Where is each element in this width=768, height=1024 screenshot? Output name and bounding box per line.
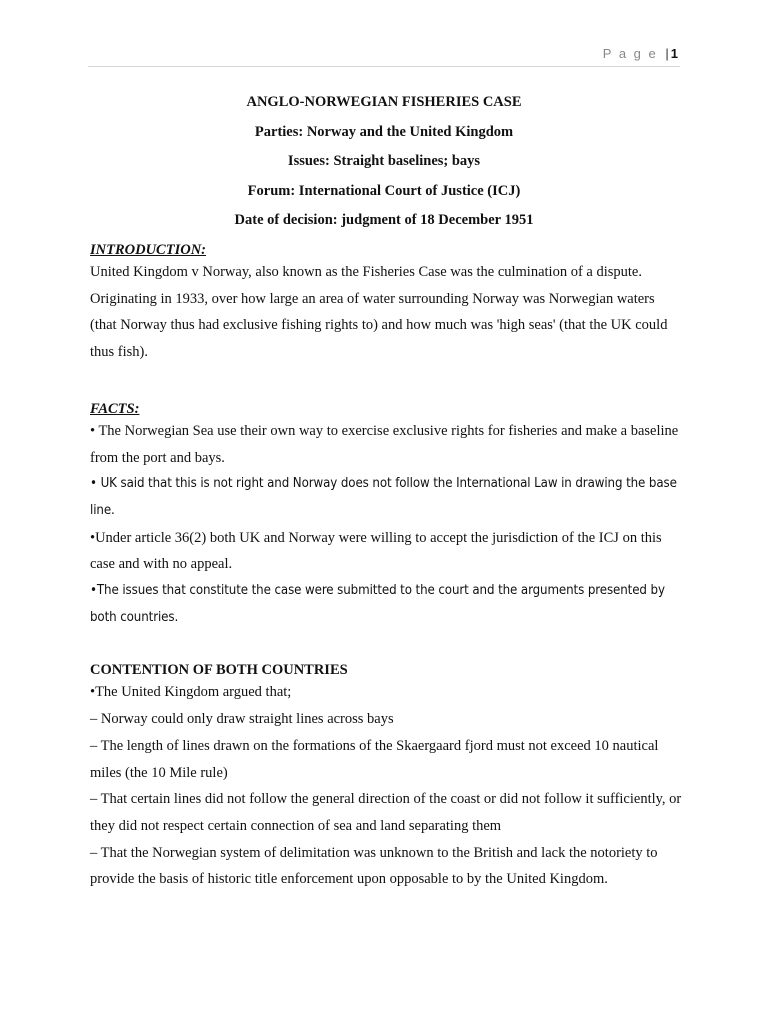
facts-item: •Under article 36(2) both UK and Norway were willing to accept the jurisdiction of the ICJ on this case and with no appeal. — [90, 529, 662, 573]
page-separator: | — [665, 46, 669, 61]
page-number: 1 — [670, 46, 678, 61]
page-number-label — [603, 46, 678, 61]
document-body — [90, 241, 682, 893]
case-issues: Issues: Straight baselines; bays — [287, 153, 481, 170]
contention-item: – The length of lines drawn on the formations of the Skaergaard fjord must not exceed 10 nautical miles (the 10 Mile rule) — [90, 737, 659, 781]
case-date: Date of decision: judgment of 18 December 1951 — [234, 212, 534, 229]
case-parties: Parties: Norway and the United Kingdom — [254, 123, 514, 140]
facts-item: • UK said that this is not right and Norway does not follow the International Law in drawing the base line. — [90, 476, 677, 518]
facts-item: • The Norwegian Sea use their own way to exercise exclusive rights for fisheries and make a baseline from the port and bays. — [90, 422, 679, 466]
case-title: ANGLO-NORWEGIAN FISHERIES CASE — [246, 94, 522, 110]
contention-item: – That certain lines did not follow the general direction of the coast or did not follow it sufficiently, or they did not respect certain connection of sea and land separating them — [90, 791, 682, 834]
facts-heading: FACTS: — [90, 400, 140, 417]
introduction-heading: INTRODUCTION: — [90, 242, 206, 258]
title-block — [88, 92, 680, 240]
contention-item: – Norway could only draw straight lines across bays — [90, 711, 394, 728]
facts-item: •The issues that constitute the case were submitted to the court and the arguments presented by both countries. — [90, 583, 665, 625]
case-forum: Forum: International Court of Justice (ICJ) — [247, 182, 521, 199]
contention-item: – That the Norwegian system of delimitation was unknown to the British and lack the notoriety to provide the basis of historic title enforcement upon opposable to by the United Kingdom. — [90, 844, 658, 888]
introduction-text: United Kingdom v Norway, also known as the Fisheries Case was the culmination of a dispute. Originating in 1933, over how large an area of water surrounding Norway was Norwegian waters (that Norway thus had exclusive fishing rights to) and how much was 'high seas' (that the UK could thus fish). — [90, 264, 668, 361]
contention-item: •The United Kingdom argued that; — [90, 684, 292, 701]
contention-heading: CONTENTION OF BOTH COUNTRIES — [90, 662, 348, 679]
page-header — [88, 46, 680, 67]
page-word: P a g e — [602, 46, 658, 61]
